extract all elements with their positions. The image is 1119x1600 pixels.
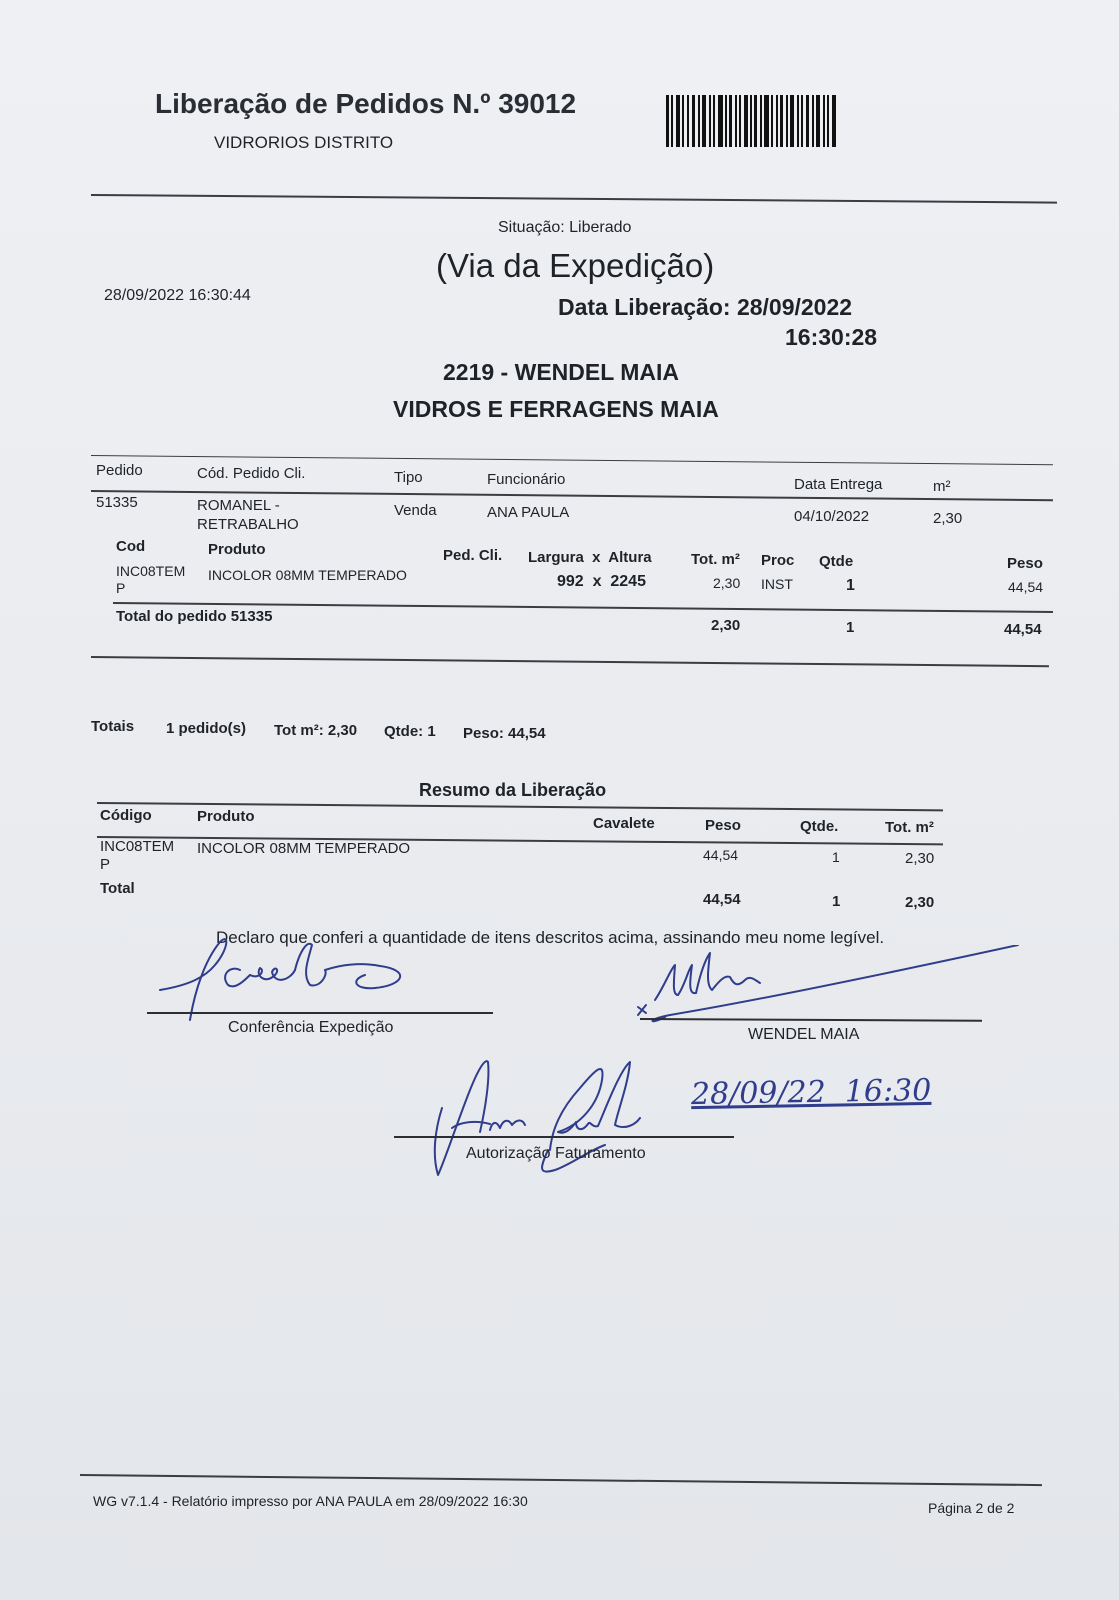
item-cod-2: P bbox=[116, 580, 126, 596]
col-header-funcionario: Funcionário bbox=[487, 471, 566, 488]
col-header-m2: m² bbox=[933, 478, 951, 495]
col-header-tipo: Tipo bbox=[394, 469, 423, 486]
signature-caption-conferencia: Conferência Expedição bbox=[228, 1019, 394, 1036]
col-header-data-entrega: Data Entrega bbox=[794, 476, 883, 493]
handwritten-date: 28/09/22 16:30 bbox=[690, 1072, 932, 1113]
totals-tot-m2: Tot m²: 2,30 bbox=[274, 722, 358, 739]
copy-label: (Via da Expedição) bbox=[436, 247, 715, 284]
summary-header-produto: Produto bbox=[197, 808, 255, 825]
totals-peso: Peso: 44,54 bbox=[463, 725, 546, 742]
summary-tot-m2: 2,30 bbox=[905, 850, 935, 867]
signature-caption-autorizacao: Autorização Faturamento bbox=[466, 1145, 646, 1162]
client-code-name: 2219 - WENDEL MAIA bbox=[443, 359, 680, 385]
totals-qtde: Qtde: 1 bbox=[384, 723, 436, 740]
barcode bbox=[666, 95, 836, 147]
summary-produto: INCOLOR 08MM TEMPERADO bbox=[197, 840, 411, 857]
order-total-m2: 2,30 bbox=[711, 617, 741, 634]
item-tot-m2: 2,30 bbox=[713, 575, 741, 591]
summary-total-label: Total bbox=[100, 880, 135, 897]
order-total-label: Total do pedido 51335 bbox=[116, 608, 273, 625]
totals-label: Totais bbox=[91, 718, 135, 735]
signature-line-conferencia bbox=[147, 1012, 493, 1014]
declaration-text: Declaro que conferi a quantidade de itens descritos acima, assinando meu nome legível. bbox=[216, 928, 885, 947]
item-header-ped-cli: Ped. Cli. bbox=[443, 547, 503, 564]
order-total-qtde: 1 bbox=[846, 619, 855, 636]
summary-total-tot-m2: 2,30 bbox=[905, 894, 935, 911]
order-table-top-rule bbox=[91, 455, 1053, 465]
signature-line-autorizacao bbox=[394, 1136, 734, 1138]
footer-divider bbox=[80, 1474, 1042, 1486]
col-header-cod-pedido-cli: Cód. Pedido Cli. bbox=[197, 465, 306, 482]
summary-total-qtde: 1 bbox=[832, 893, 841, 910]
order-tipo: Venda bbox=[394, 502, 437, 519]
signature-conferencia bbox=[150, 930, 440, 1025]
summary-header-codigo: Código bbox=[100, 807, 152, 824]
status-label: Situação: Liberado bbox=[498, 219, 632, 236]
item-header-qtde: Qtde bbox=[819, 553, 854, 570]
summary-total-peso: 44,54 bbox=[703, 891, 741, 908]
item-dimensions: 992 x 2245 bbox=[557, 573, 646, 590]
signature-caption-cliente: WENDEL MAIA bbox=[748, 1026, 860, 1043]
summary-header-qtde: Qtde. bbox=[800, 818, 839, 835]
header-divider bbox=[91, 194, 1057, 204]
order-cod-pedido-cli-1: ROMANEL - bbox=[197, 497, 280, 514]
summary-qtde: 1 bbox=[832, 849, 840, 865]
item-header-tot-m2: Tot. m² bbox=[691, 551, 740, 568]
summary-peso: 44,54 bbox=[703, 847, 739, 863]
item-header-peso: Peso bbox=[1007, 555, 1043, 572]
release-date: Data Liberação: 28/09/2022 bbox=[558, 294, 853, 320]
release-time: 16:30:28 bbox=[785, 324, 878, 350]
print-timestamp: 28/09/2022 16:30:44 bbox=[104, 287, 251, 304]
summary-codigo-2: P bbox=[100, 856, 111, 873]
item-header-proc: Proc bbox=[761, 552, 795, 569]
company-name: VIDRORIOS DISTRITO bbox=[214, 133, 394, 152]
order-data-entrega: 04/10/2022 bbox=[794, 508, 870, 525]
summary-header-tot-m2: Tot. m² bbox=[885, 819, 934, 836]
summary-header-cavalete: Cavalete bbox=[593, 815, 655, 832]
client-company: VIDROS E FERRAGENS MAIA bbox=[393, 396, 719, 422]
summary-codigo-1: INC08TEM bbox=[100, 838, 175, 855]
document-title: Liberação de Pedidos N.º 39012 bbox=[155, 88, 577, 119]
order-pedido: 51335 bbox=[96, 494, 138, 511]
item-proc: INST bbox=[761, 576, 793, 592]
footer-page-number: Página 2 de 2 bbox=[928, 1500, 1015, 1516]
item-produto: INCOLOR 08MM TEMPERADO bbox=[208, 567, 407, 583]
totals-pedidos: 1 pedido(s) bbox=[166, 720, 247, 737]
item-qtde: 1 bbox=[846, 577, 855, 594]
item-header-produto: Produto bbox=[208, 541, 266, 558]
summary-header-peso: Peso bbox=[705, 817, 741, 834]
item-peso: 44,54 bbox=[1008, 579, 1044, 595]
order-funcionario: ANA PAULA bbox=[487, 504, 570, 521]
item-header-cod: Cod bbox=[116, 538, 146, 555]
item-header-largura-altura: Largura x Altura bbox=[528, 549, 652, 566]
footer-print-info: WG v7.1.4 - Relatório impresso por ANA PAULA em 28/09/2022 16:30 bbox=[93, 1493, 528, 1509]
summary-title: Resumo da Liberação bbox=[419, 780, 607, 800]
order-total-peso: 44,54 bbox=[1004, 621, 1042, 638]
col-header-pedido: Pedido bbox=[96, 462, 143, 479]
item-cod-1: INC08TEM bbox=[116, 563, 186, 579]
order-table-bottom-rule bbox=[91, 656, 1049, 667]
order-cod-pedido-cli-2: RETRABALHO bbox=[197, 516, 299, 533]
order-m2: 2,30 bbox=[933, 510, 963, 527]
